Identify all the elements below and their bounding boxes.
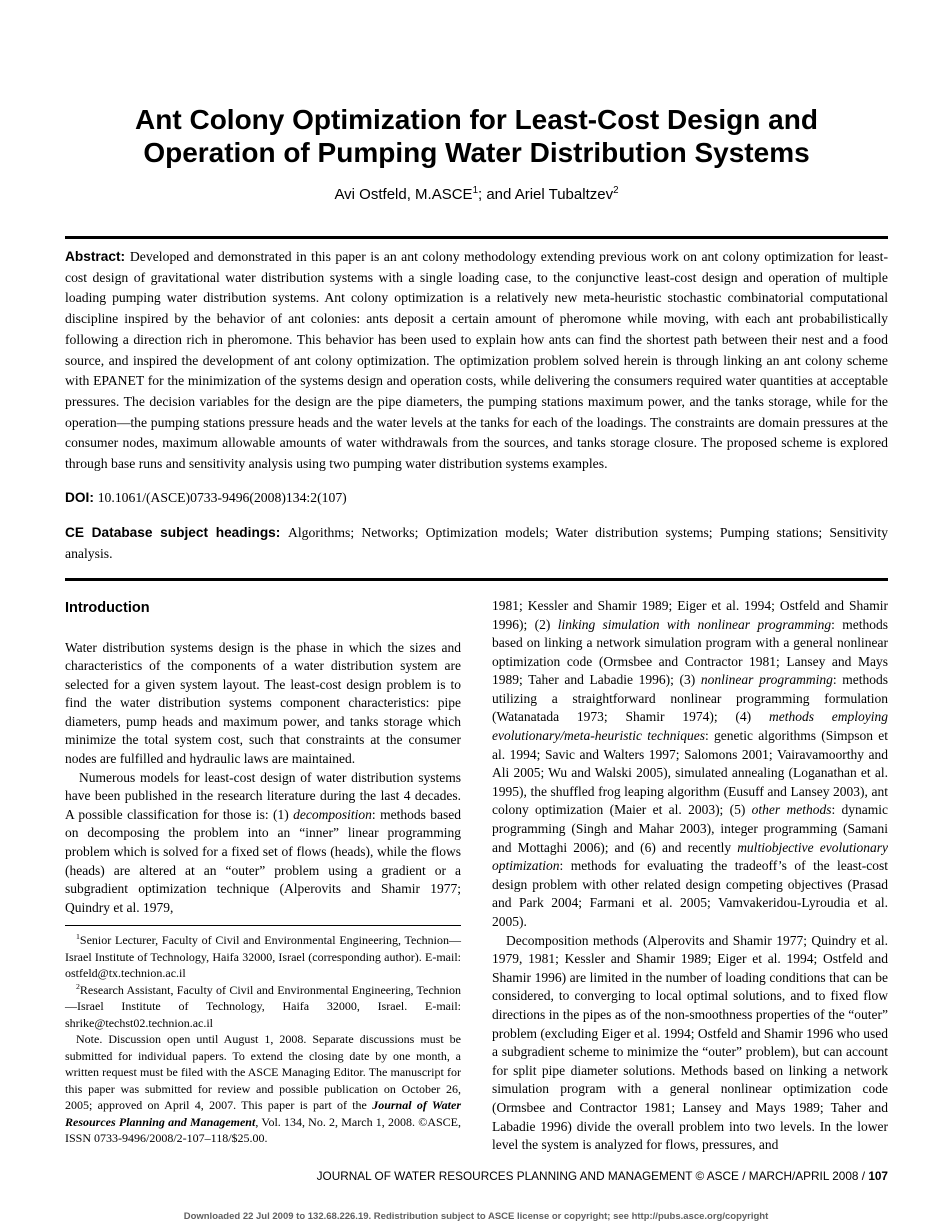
download-notice: Downloaded 22 Jul 2009 to 132.68.226.19. Redistribution subject to ASCE license or copyright; see http://pubs.asce.org/copyright bbox=[183, 1211, 769, 1222]
ce-database-headings: CE Database subject headings: Algorithms; Networks; Optimization models; Water distribution systems; Pumping stations; Sensitivity analysis. bbox=[65, 524, 888, 561]
intro-paragraph-1: Water distribution systems design is the phase in which the sizes and characteristics of the components of a water distribution system are selected for a given system layout. The least-cost design problem is to find the water distribution systems component characteristics: pipe diameters, pump heads and maximum power, and tanks storage which minimize the total system cost, such that constraints at the consumer nodes are fulfilled and hydraulic laws are maintained. bbox=[65, 639, 461, 767]
footnote-author-1: $^1$Senior Lecturer, Faculty of Civil and Environmental Engineering, Technion—Israel Institute of Technology, Haifa 32000, Israel (corresponding author). E-mail: ostfeld@tx.technion.ac.il bbox=[65, 932, 461, 981]
classification-paragraph: 1981; Kessler and Shamir 1989; Eiger et al. 1994; Ostfeld and Shamir 1996); (2) linking simulation with nonlinear programming: methods based on linking a network simulation program with a general nonlinear optimization code (Ormsbee and Contractor 1981; Lansey and Mays 1989; Taher and Labadie 1996); (3) nonlinear programming: methods utilizing a straightforward nonlinear programming formulation (Watanatada 1973; Shamir 1974); (4) methods employing evolutionary/meta-heuristic techniques: genetic algorithms (Simpson et al. 1994; Savic and Walters 1997; Salomons 2001; Vairavamoorthy and Ali 2005; Wu and Walski 2005), simulated annealing (Loganathan et al. 1995), the shuffled frog leaping algorithm (Eusuff and Lansey 2003), ant colony optimization (Maier et al. 2003); (5) other methods: dynamic programming (Singh and Mahar 2003), integer programming (Samani and Mottaghi 2006); and (6) and recently multiobjective evolutionary optimization: methods for evaluating the tradeoff’s of the least-cost design problem with other related design competing objectives (Prasad and Park 2004; Farmani et al. 2005; Vamvakeridou-Lyroudia et al. 2005). bbox=[492, 597, 889, 929]
paper-title: Ant Colony Optimization for Least-Cost Design and Operation of Pumping Water Distribution Systems bbox=[135, 104, 818, 168]
footnote-author-2: $^2$Research Assistant, Faculty of Civil and Environmental Engineering, Technion—Israel Institute of Technology, Haifa 32000, Israel. E-mail: shrike@techst02.technion.ac.il bbox=[65, 981, 461, 1030]
left-column bbox=[65, 597, 461, 1155]
abstract-bottom-rule bbox=[65, 578, 888, 581]
footnotes-block bbox=[65, 932, 461, 1147]
authors-line: Avi Ostfeld, M.ASCE$^1$; and Ariel Tubaltzev$^2$ bbox=[334, 185, 619, 203]
decomposition-paragraph: Decomposition methods (Alperovits and Shamir 1977; Quindry et al. 1979, 1981; Kessler and Shamir 1989; Eiger et al. 1994; Ostfeld and Shamir 1996) are limited in the number of loading conditions that can be considered, to converging to local optimal solutions, and to fixed flow directions in the pipes as of the non-smoothness properties of the “outer” problem (excluding Eiger et al. 1994; Ostfeld and Shamir 1996 who used a subgradient scheme to minimize the “outer” problem), but can account for split pipe diameter solutions. Methods based on linking a network simulation program with a general nonlinear optimization code (Ormsbee and Contractor 1981; Lansey and Mays 1989; Taher and Labadie 1996) divide the overall problem into two levels. In the lower level the system is analyzed for flows, pressures, and bbox=[492, 932, 888, 1153]
abstract-paragraph: Abstract: Developed and demonstrated in this paper is an ant colony methodology extending previous work on ant colony optimization for least-cost design of gravitational water distribution systems with a single loading case, to the conjunctive least-cost design and operation of multiple loading pumping water distribution systems. Ant colony optimization is a relatively new meta-heuristic stochastic combinatorial computational discipline inspired by the behavior of ant colonies: ants deposit a certain amount of pheromone while moving, with each ant probabilistically following a direction rich in pheromone. This behavior has been used to explain how ants can find the shortest path between their nest and a food source, and inspired the development of ant colony optimization. The optimization problem solved herein is through linking an ant colony scheme with EPANET for the minimization of the systems design and operation costs, while delivering the consumers required water quantities at acceptable pressures. The decision variables for the design are the pipe diameters, the pumping stations maximum power, and the tanks storage, while for the operation—the pumping stations pressure heads and the water levels at the tanks for each of the loadings. The constraints are domain pressures at the consumer nodes, maximum allowable amounts of water withdrawals from the sources, and tanks storage closure. The proposed scheme is explored through base runs and sensitivity analysis using two pumping water distribution systems examples. bbox=[65, 249, 888, 472]
abstract-top-rule bbox=[65, 236, 888, 239]
footnote-editorial-note: Note. Discussion open until August 1, 2008. Separate discussions must be submitted for individual papers. To extend the closing date by one month, a written request must be filed with the ASCE Managing Editor. The manuscript for this paper was submitted for review and possible publication on October 26, 2005; approved on April 4, 2007. This paper is part of the Journal of Water Resources Planning and Management, Vol. 134, No. 2, March 1, 2008. ©ASCE, ISSN 0733-9496/2008/2-107–118/$25.00. bbox=[65, 1032, 462, 1146]
right-column bbox=[492, 597, 888, 1155]
introduction-heading: Introduction bbox=[65, 599, 150, 616]
journal-footer-line: JOURNAL OF WATER RESOURCES PLANNING AND MANAGEMENT © ASCE / MARCH/APRIL 2008 / 107 bbox=[316, 1169, 888, 1183]
intro-paragraph-2: Numerous models for least-cost design of water distribution systems have been published in the research literature during the last 4 decades. A possible classification for those is: (1) decomposition: methods based on decomposing the problem into an “inner” linear programming problem which is solved for a fixed set of flows (heads), while the flows (heads) are altered at an “outer” problem using a gradient or a subgradient optimization technique (Alperovits and Shamir 1977; Quindry et al. 1979, bbox=[65, 769, 461, 915]
doi-line: DOI: 10.1061/(ASCE)0733-9496(2008)134:2(107) bbox=[65, 490, 347, 506]
two-column-body bbox=[65, 597, 888, 1155]
footnote-divider bbox=[65, 925, 461, 926]
page-content bbox=[65, 0, 888, 1155]
